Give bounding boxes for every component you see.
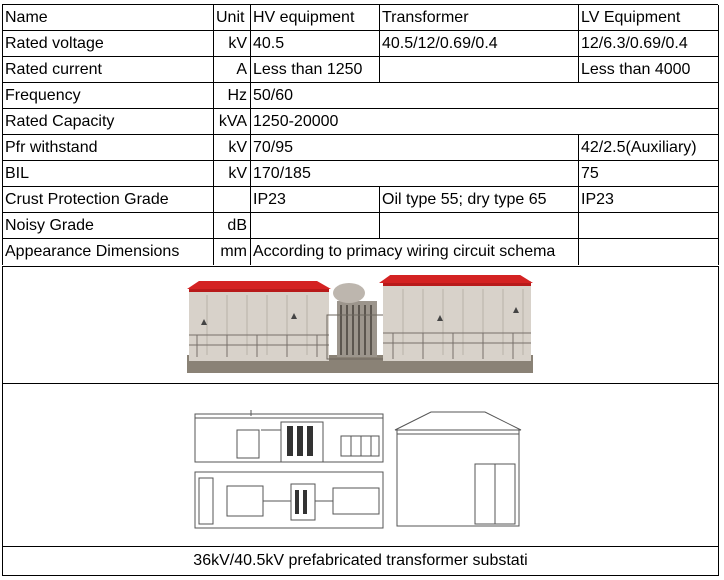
merged-value: 1250-20000 xyxy=(250,109,719,135)
header-name: Name xyxy=(2,5,213,31)
hv-value: 70/95 xyxy=(250,135,578,161)
photo-row xyxy=(2,266,719,383)
layout-drawing xyxy=(191,406,391,532)
elevation-drawing xyxy=(391,410,525,530)
drawing-row xyxy=(2,383,719,546)
header-lv: LV Equipment xyxy=(578,5,719,31)
transformer-value xyxy=(379,57,578,83)
row-unit: mm xyxy=(213,239,250,265)
table-row xyxy=(2,82,718,109)
transformer-value xyxy=(379,213,578,239)
row-label: Rated Capacity xyxy=(2,109,213,135)
lv-value xyxy=(578,239,719,265)
row-unit: kVA xyxy=(213,109,250,135)
table-row xyxy=(2,160,718,187)
row-label: Pfr withstand xyxy=(2,135,213,161)
figure-caption: 36kV/40.5kV prefabricated transformer substati xyxy=(2,546,719,576)
row-label: Noisy Grade xyxy=(2,213,213,239)
row-unit: kV xyxy=(213,135,250,161)
table-row xyxy=(2,212,718,239)
table-row xyxy=(2,186,718,213)
row-unit: dB xyxy=(213,213,250,239)
row-label: BIL xyxy=(2,161,213,187)
row-unit: kV xyxy=(213,161,250,187)
row-label: Rated current xyxy=(2,57,213,83)
row-unit: A xyxy=(213,57,250,83)
header-unit: Unit xyxy=(213,5,250,31)
transformer-value: Oil type 55; dry type 65 xyxy=(379,187,578,213)
table-row xyxy=(2,30,718,57)
hv-value: 170/185 xyxy=(250,161,578,187)
hv-value: 40.5 xyxy=(250,31,379,57)
row-label: Frequency xyxy=(2,83,213,109)
row-unit xyxy=(213,187,250,213)
hv-value: Less than 1250 xyxy=(250,57,379,83)
row-unit: Hz xyxy=(213,83,250,109)
header-hv: HV equipment xyxy=(250,5,379,31)
row-label: Appearance Dimensions xyxy=(2,239,213,265)
table-row xyxy=(2,134,718,161)
hv-value xyxy=(250,213,379,239)
merged-value: 50/60 xyxy=(250,83,719,109)
hv-value: IP23 xyxy=(250,187,379,213)
lv-value: Less than 4000 xyxy=(578,57,719,83)
lv-value: 12/6.3/0.69/0.4 xyxy=(578,31,719,57)
table-row xyxy=(2,108,718,135)
row-label: Rated voltage xyxy=(2,31,213,57)
row-unit: kV xyxy=(213,31,250,57)
table-header-row xyxy=(2,4,718,31)
substation-photo xyxy=(187,275,533,373)
lv-value xyxy=(578,213,719,239)
lv-value: 42/2.5(Auxiliary) xyxy=(578,135,719,161)
lv-value: 75 xyxy=(578,161,719,187)
lv-value: IP23 xyxy=(578,187,719,213)
header-transformer: Transformer xyxy=(379,5,578,31)
row-label: Crust Protection Grade xyxy=(2,187,213,213)
transformer-value: 40.5/12/0.69/0.4 xyxy=(379,31,578,57)
table-row xyxy=(2,56,718,83)
hv-value: According to primacy wiring circuit schema xyxy=(250,239,578,265)
table-row xyxy=(2,238,718,265)
